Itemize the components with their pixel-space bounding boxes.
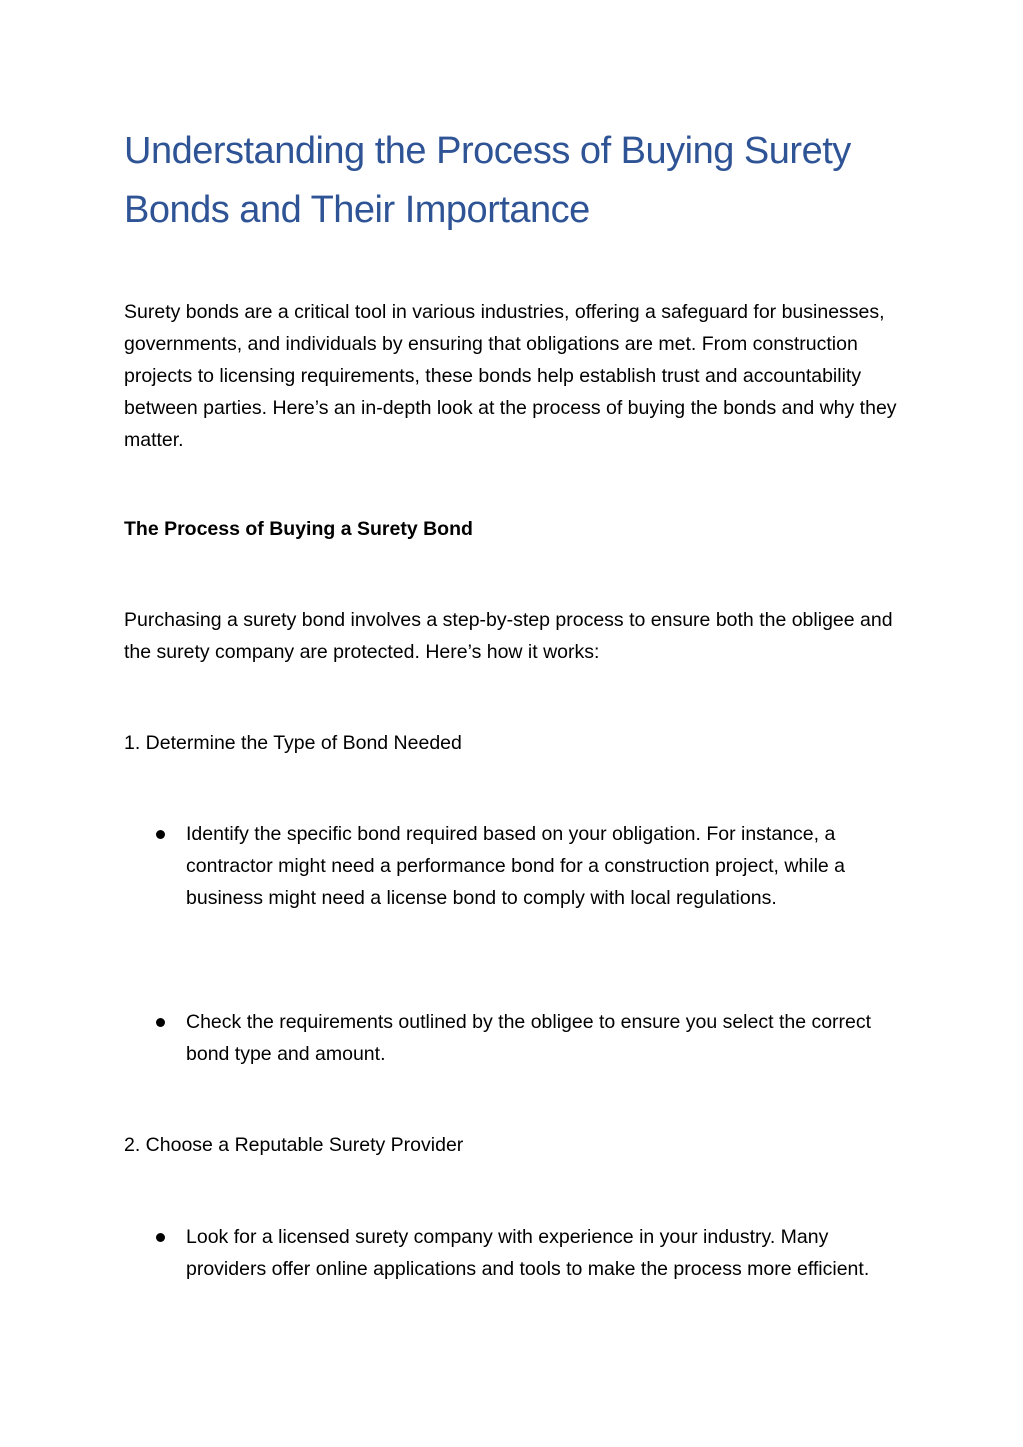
step-2-title: 2. Choose a Reputable Surety Provider (124, 1134, 464, 1156)
step-1-title: 1. Determine the Type of Bond Needed (124, 732, 462, 754)
list-item-text: Identify the specific bond required based on your obligation. For instance, a contractor might need a performance bond for a construction project, while a business might need a license bond to comply with local regulations. (186, 823, 846, 909)
list-item-text: Look for a licensed surety company with experience in your industry. Many providers offer online applications and tools to make the process more efficient. (186, 1226, 870, 1280)
document-title: Understanding the Process of Buying Surety Bonds and Their Importance (124, 130, 851, 231)
bullet-icon (156, 1233, 165, 1242)
list-item-text: Check the requirements outlined by the obligee to ensure you select the correct bond type and amount. (186, 1011, 872, 1065)
bullet-icon (156, 1018, 165, 1027)
bullet-icon (156, 830, 165, 839)
section-intro-paragraph: Purchasing a surety bond involves a step-by-step process to ensure both the obligee and the surety company are protected. Here’s how it works: (124, 609, 893, 663)
list-item (186, 818, 911, 914)
list-item (186, 1221, 911, 1285)
intro-paragraph: Surety bonds are a critical tool in various industries, offering a safeguard for businesses, governments, and individuals by ensuring that obligations are met. From construction projects to licensing requirements, these bonds help establish trust and accountability between parties. Here’s an in-depth look at the process of buying the bonds and why they matter. (124, 301, 897, 451)
list-item (186, 1006, 911, 1070)
section-heading: The Process of Buying a Surety Bond (124, 518, 473, 540)
